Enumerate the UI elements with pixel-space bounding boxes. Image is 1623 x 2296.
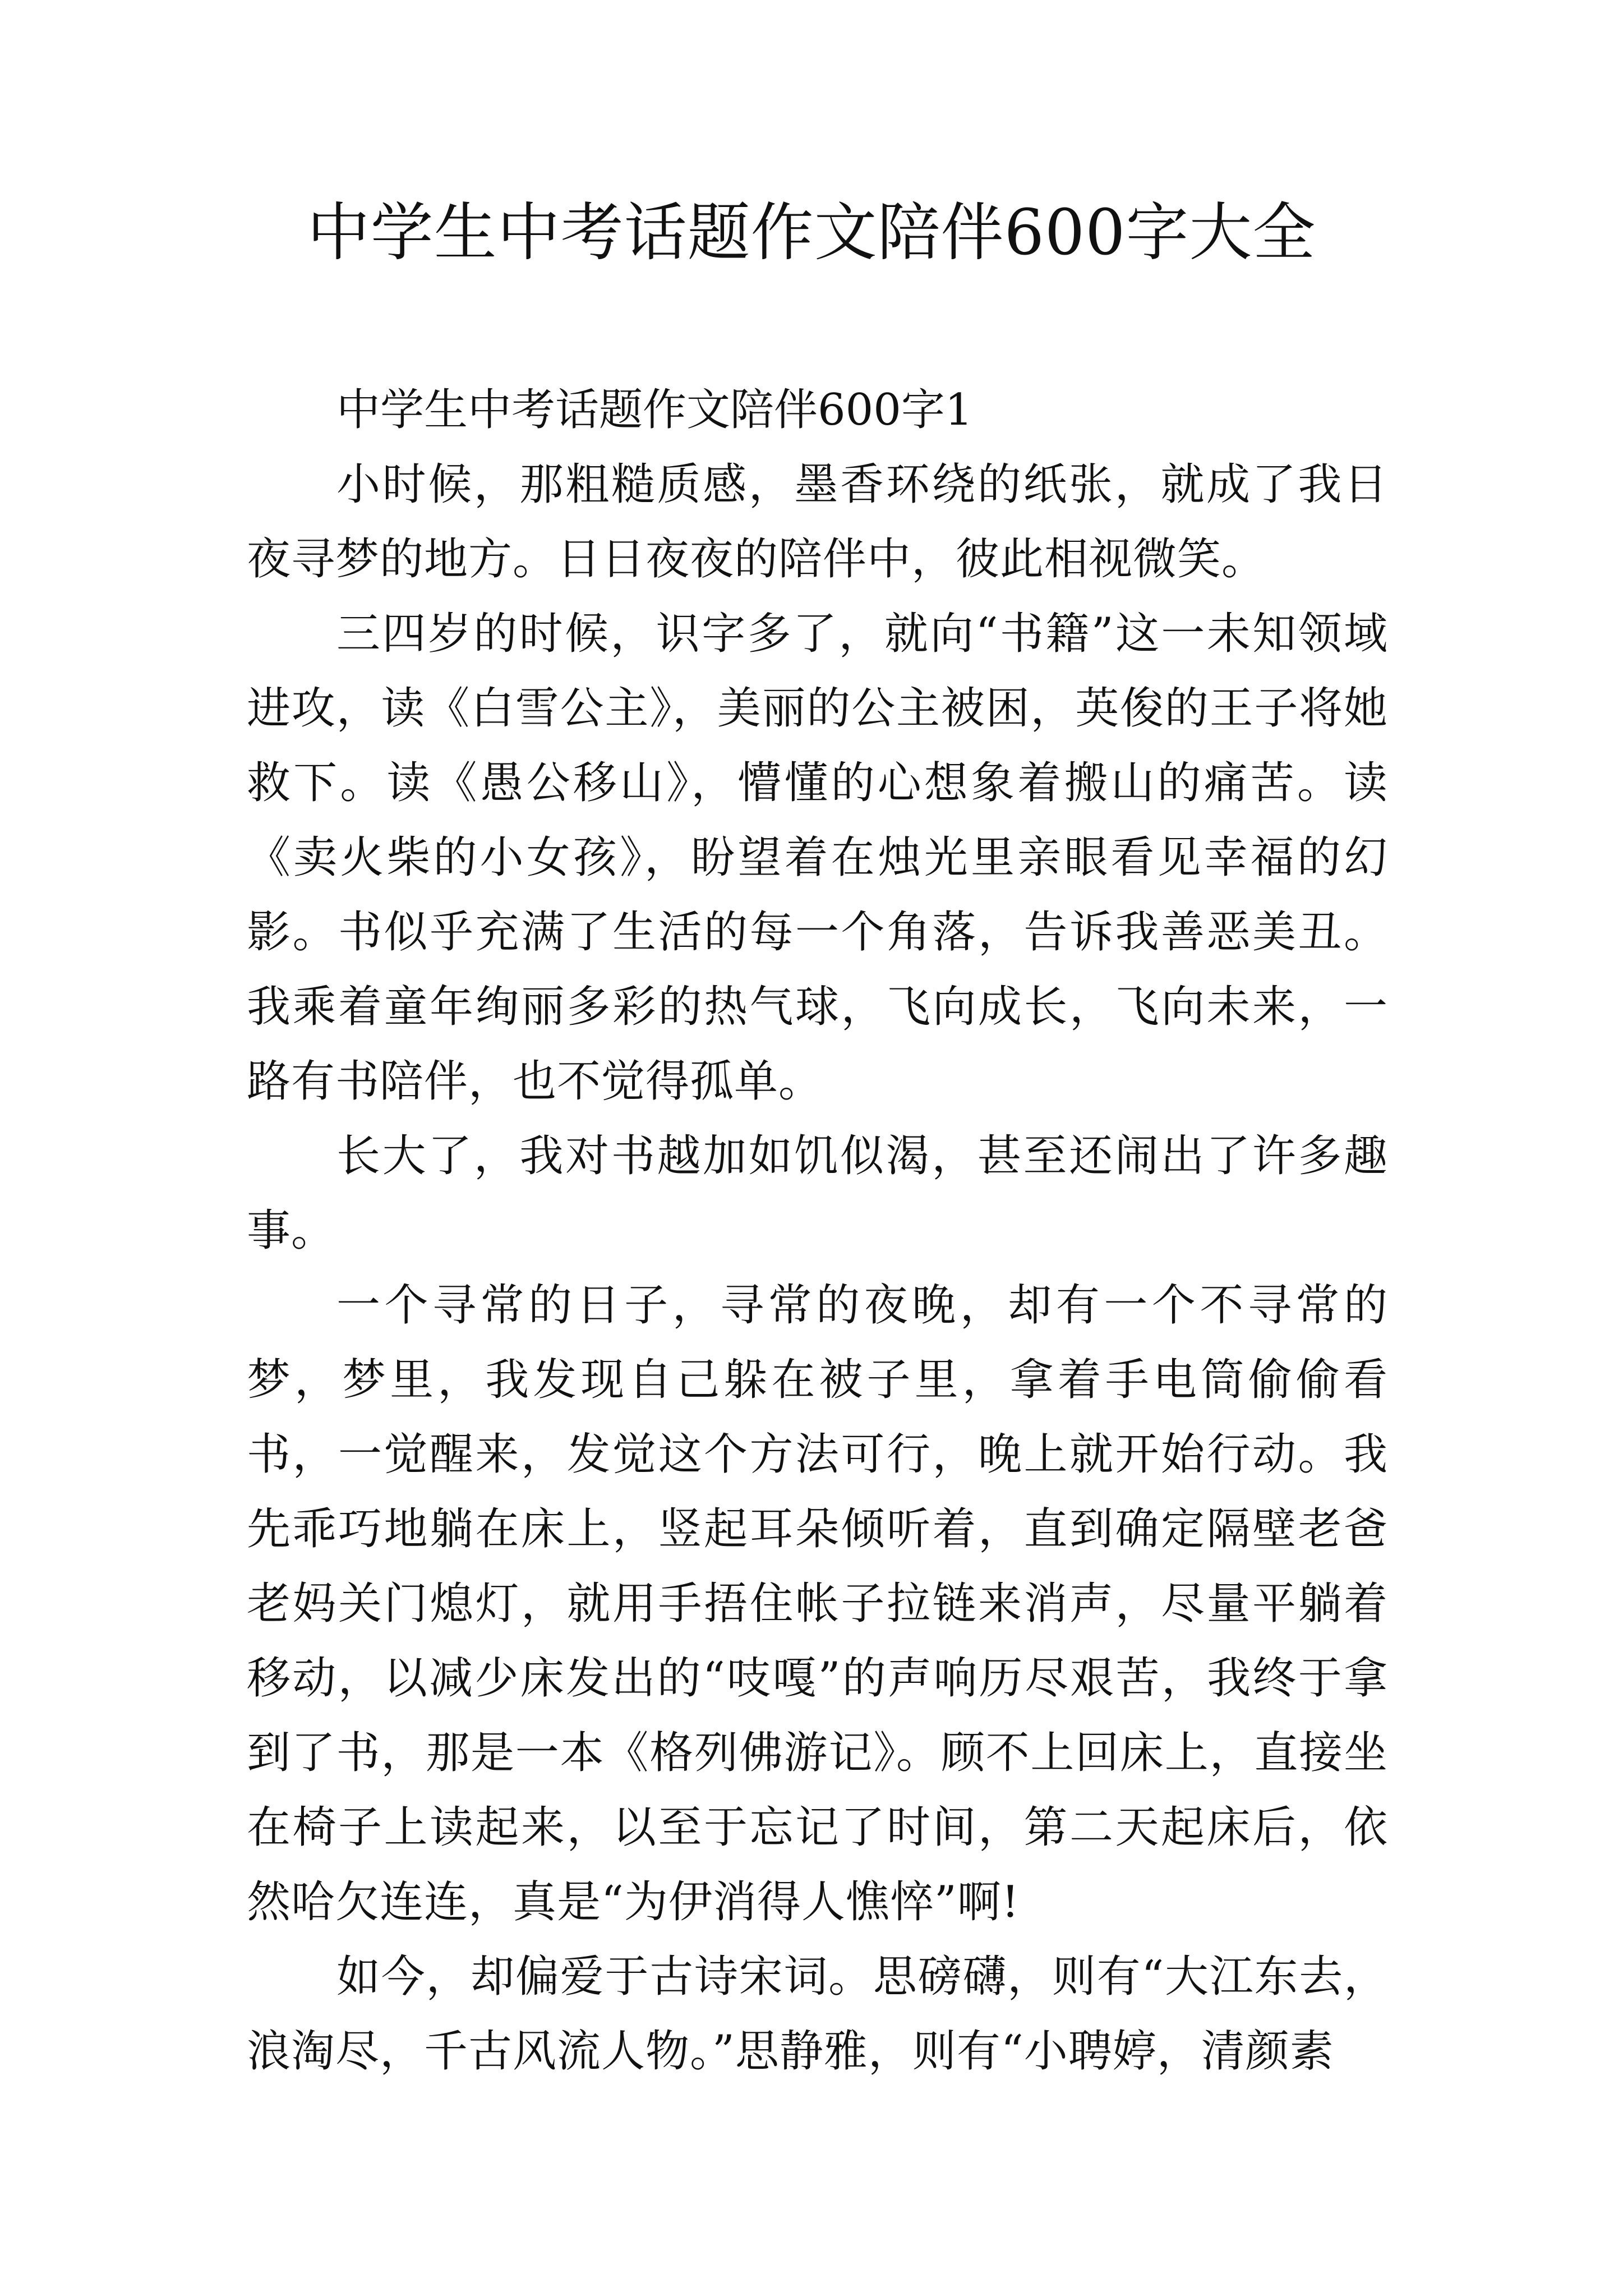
document-title: 中学生中考话题作文陪伴600字大全 — [307, 196, 1316, 269]
paragraph: 三四岁的时候，识字多了，就向“书籍”这一未知领域进攻，读《白雪公主》，美丽的公主被困，英俊的王子将她救下。读《愚公移山》，懵懂的心想象着搬山的痛苦。读《卖火柴的小女孩》，盼望着在烛光里亲眼看见幸福的幻影。书似乎充满了生活的每一个角落，告诉我善恶美丑。我乘着童年绚丽多彩的热气球，飞向成长，飞向未来，一路有书陪伴，也不觉得孤单。 — [247, 609, 1388, 1107]
paragraph: 如今，却偏爱于古诗宋词。思磅礴，则有“大江东去，浪淘尽，千古风流人物。”思静雅，则有“小聘婷，清颜素 — [247, 1952, 1388, 2077]
paragraph: 一个寻常的日子，寻常的夜晚，却有一个不寻常的梦，梦里，我发现自己躲在被子里，拿着手电筒偷偷看书，一觉醒来，发觉这个方法可行，晚上就开始行动。我先乖巧地躺在床上，竖起耳朵倾听着，直到确定隔壁老爸老妈关门熄灯，就用手捂住帐子拉链来消声，尽量平躺着移动，以减少床发出的“吱嘎”的声响历尽艰苦，我终于拿到了书，那是一本《格列佛游记》。顾不上回床上，直接坐在椅子上读起来，以至于忘记了时间，第二天起床后，依然哈欠连连，真是“为伊消得人憔悴”啊! — [247, 1280, 1388, 1927]
section-heading: 中学生中考话题作文陪伴600字1 — [336, 385, 973, 435]
paragraph: 小时候，那粗糙质感，墨香环绕的纸张，就成了我日夜寻梦的地方。日日夜夜的陪伴中，彼此相视微笑。 — [247, 459, 1388, 585]
document-body — [247, 373, 1388, 2089]
paragraph: 长大了，我对书越加如饥似渴，甚至还闹出了许多趣事。 — [247, 1131, 1388, 1256]
